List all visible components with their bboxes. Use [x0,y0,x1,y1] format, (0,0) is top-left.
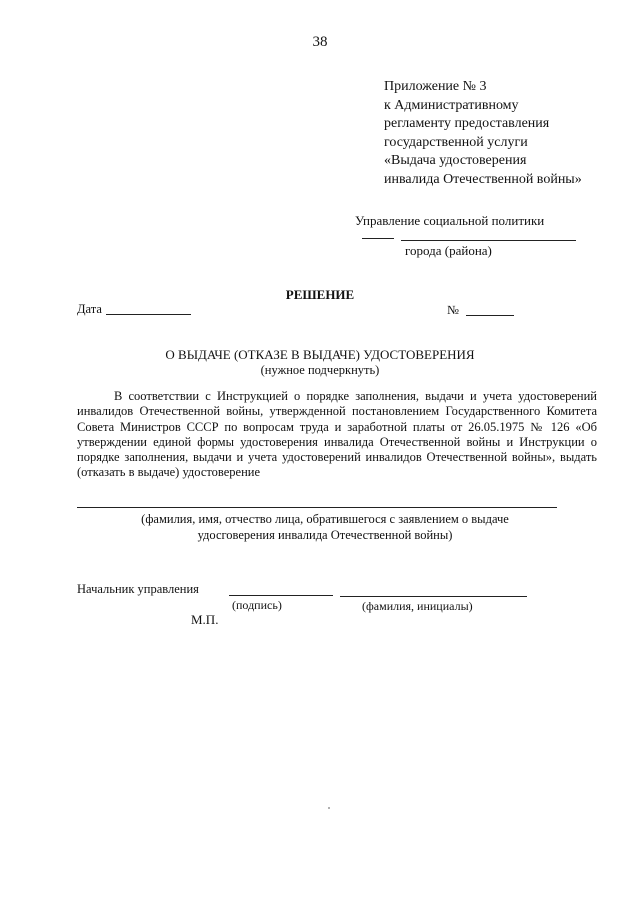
date-blank [106,314,191,315]
signature-caption: (подпись) [232,598,282,612]
scan-dot [328,807,330,809]
name-caption: (фамилия, инициалы) [362,599,473,613]
appendix-header [384,78,582,189]
page-number: 38 [312,34,328,50]
city-caption: города (района) [405,243,492,258]
appendix-line: «Выдача удостоверения [384,153,527,168]
decision-body: В соответствии с Инструкцией о порядке заполнения, выдачи и учета удостоверений инвалидов Отечественной войны, утвержденной постановлением Государственного Комитета Совета Министров СССР по вопросам труда и заработной платы от 26.05.1975 № 126 «Об утверждении единой формы удостоверения инвалида Отечественной войны и Инструкции о порядке заполнения, выдачи и учета удостоверений инвалидов Отечественной войны», выдать (отказать в выдаче) удостоверение [77,389,597,480]
appendix-line: инвалида Отечественной войны» [384,171,582,187]
signature-blank [229,595,333,596]
applicant-blank [77,507,557,508]
applicant-caption-line-1: (фамилия, имя, отчество лица, обратившегося с заявлением о выдаче [141,512,509,526]
applicant-caption [110,512,540,543]
decision-subject: О ВЫДАЧЕ (ОТКАЗЕ В ВЫДАЧЕ) УДОСТОВЕРЕНИЯ [165,347,475,362]
city-short-blank [362,238,394,239]
number-label: № [447,303,459,317]
appendix-line: государственной услуги [384,134,528,150]
number-blank [466,315,514,316]
date-label: Дата [77,302,102,316]
document-title: РЕШЕНИЕ [285,287,355,302]
chief-label: Начальник управления [77,582,199,596]
subject-hint: (нужное подчеркнуть) [260,363,380,377]
appendix-line: регламенту предоставления [384,116,550,131]
department-label: Управление социальной политики [355,213,545,228]
city-blank [401,240,576,241]
appendix-line: к Административному [384,97,519,113]
applicant-caption-line-2: удосговерения инвалида Отечественной войны) [197,527,453,542]
appendix-line: Приложение № 3 [384,79,487,94]
name-blank [340,596,527,597]
stamp-label: М.П. [191,612,219,627]
